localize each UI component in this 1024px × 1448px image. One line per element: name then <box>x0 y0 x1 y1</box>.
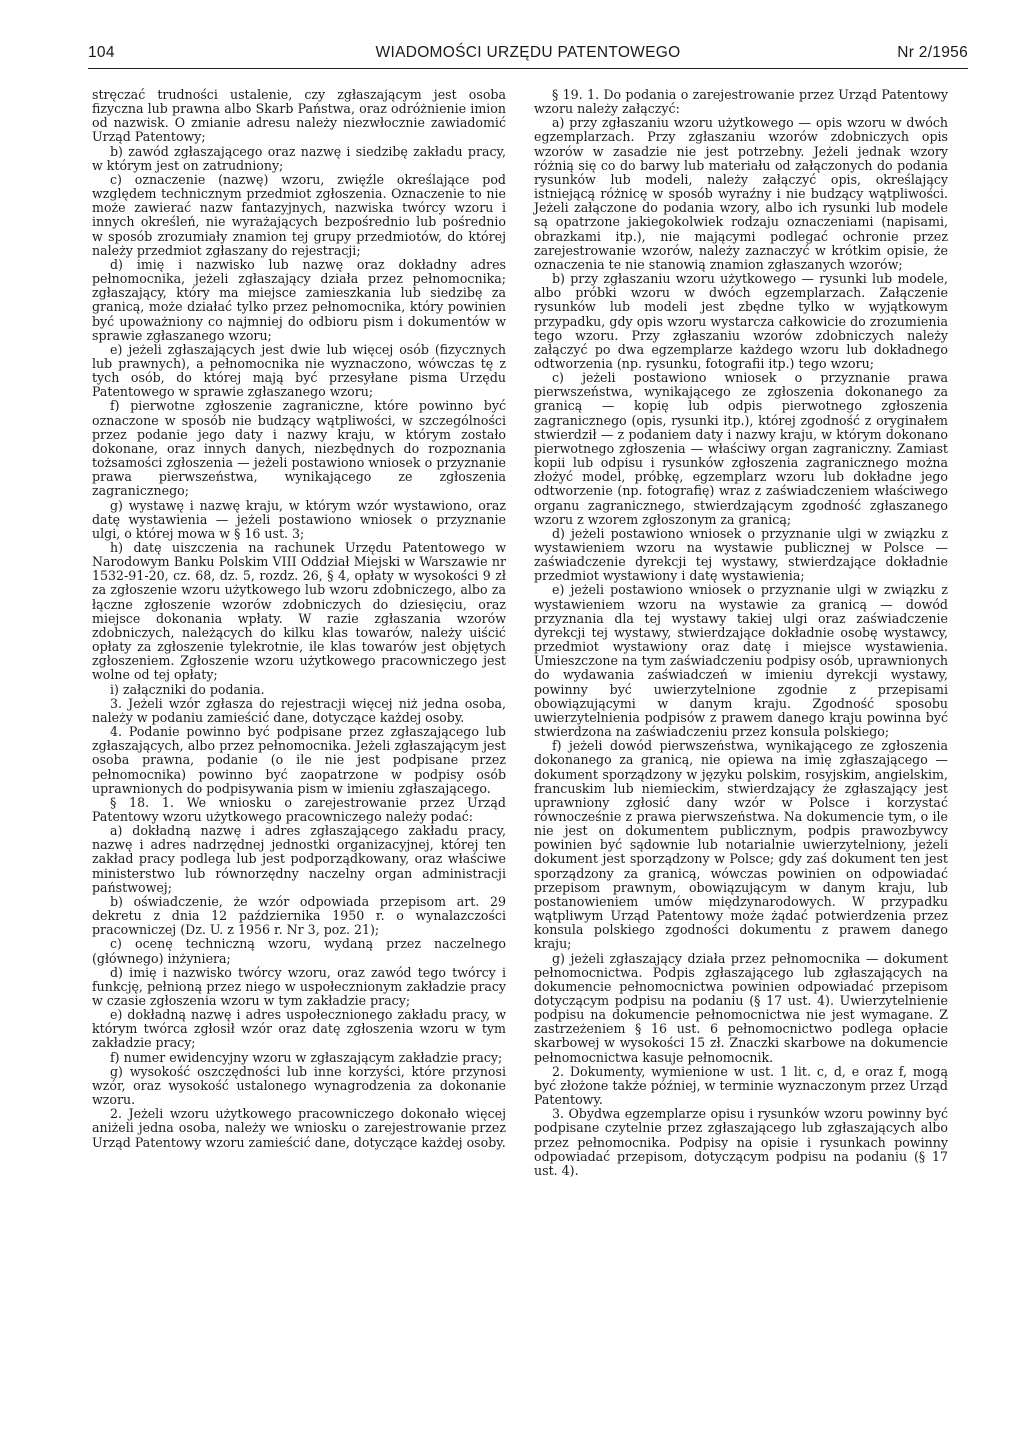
paragraph: i) załączniki do podania. <box>110 681 265 697</box>
paragraph: b) przy zgłaszaniu wzoru użytkowego — rysunki lub modele, albo próbki wzoru w dwóch egzemplarzach. Załączenie rysunków lub modeli jest zbędne tylko w wyjątkowym przypadku, gdy opis wzoru wystarcza całkowicie do zrozumienia tego wzoru. Przy zgłaszaniu wzorów zdobniczych należy załączyć po dwa egzemplarze każdego wzoru lub dokładnego odtworzenia (np. rysunku, fotografii itp.) tego wzoru; <box>534 271 948 371</box>
paragraph: a) dokładną nazwę i adres zgłaszającego zakładu pracy, nazwę i adres nadrzędnej jednostki organizacyjnej, której ten zakład pracy podlega lub jest podporządkowany, oraz właściwe ministerstwo lub równorzędny naczelny organ administracji państwowej; <box>92 823 506 895</box>
paragraph: 4. Podanie powinno być podpisane przez zgłaszającego lub zgłaszających, albo przez pełnomocnika. Jeżeli zgłaszającym jest osoba prawna, podanie (o ile nie jest podpisane przez pełnomocnika) powinno być zaopatrzone w podpisy osób uprawnionych do podpisywania pism w imieniu zgłaszającego. <box>92 724 506 796</box>
paragraph: stręczać trudności ustalenie, czy zgłaszającym jest osoba fizyczna lub prawna albo Skarb Państwa, oraz odróżnienie imion od nazwisk. O zmianie adresu należy niezwłocznie zawiadomić Urząd Patentowy; <box>92 87 506 145</box>
paragraph: b) zawód zgłaszającego oraz nazwę i siedzibę zakładu pracy, w którym jest on zatrudniony; <box>92 143 506 173</box>
issue-number: Nr 2/1956 <box>897 44 968 61</box>
left-column <box>92 88 506 1150</box>
paragraph: d) imię i nazwisko twórcy wzoru, oraz zawód tego twórcy i funkcję, pełnioną przez niego w uspołecznionym zakładzie pracy w czasie zgłoszenia wzoru w tym zakładzie pracy; <box>92 964 506 1008</box>
paragraph: a) przy zgłaszaniu wzoru użytkowego — opis wzoru w dwóch egzemplarzach. Przy zgłaszaniu wzorów zdobniczych opis wzorów w zasadzie nie jest potrzebny. Jeżeli jednak wzory różnią się co do barwy lub materiału od załączonych do podania rysunków lub modeli, należy załączyć opis, określający istniejącą różnicę w sposób wyraźny i nie budzący wątpliwości. Jeżeli załączone do podania wzory, albo ich rysunki lub modele są opatrzone jakiegokolwiek rodzaju oznaczeniami (napisami, obrazkami itp.), nie mającymi podlegać ochronie przez zarejestrowanie wzorów, należy zaznaczyć w krótkim opisie, że oznaczenia te nie stanowią znamion zgłaszanych wzorów; <box>534 115 948 272</box>
paragraph: e) dokładną nazwę i adres uspołecznionego zakładu pracy, w którym twórca zgłosił wzór oraz datę zgłoszenia wzoru w tym zakładzie pracy; <box>92 1007 506 1051</box>
paragraph: d) jeżeli postawiono wniosek o przyznanie ulgi w związku z wystawieniem wzoru na wystawie publicznej w Polsce — zaświadczenie dyrekcji tej wystawy, stwierdzające dokładnie przedmiot wystawiony i datę wystawienia; <box>534 525 948 584</box>
paragraph: b) oświadczenie, że wzór odpowiada przepisom art. 29 dekretu z dnia 12 października 1950 r. o wynalazczości pracowniczej (Dz. U. z 1956 r. Nr 3, poz. 21); <box>92 893 506 938</box>
paragraph: f) numer ewidencyjny wzoru w zgłaszającym zakładzie pracy; <box>110 1049 503 1065</box>
paragraph: e) jeżeli zgłaszających jest dwie lub więcej osób (fizycznych lub prawnych), a pełnomocnika nie wyznaczono, wówczas tę z tych osób, do której mają być przesyłane pisma Urzędu Patentowego w sprawie zgłaszanego wzoru; <box>92 341 506 400</box>
paragraph: g) jeżeli zgłaszający działa przez pełnomocnika — dokument pełnomocnictwa. Podpis zgłaszającego lub zgłaszających na dokumencie pełnomocnictwa powinien odpowiadać przepisom dotyczącym podpisu na podaniu (§ 17 ust. 4). Uwierzytelnienie podpisu na dokumencie pełnomocnictwa nie jest wymagane. Z zastrzeżeniem § 16 ust. 6 pełnomocnictwo podlega opłacie skarbowej w wysokości 15 zł. Znaczki skarbowe na dokumencie pełnomocnictwa kasuje pełnomocnik. <box>534 950 948 1065</box>
paragraph: f) pierwotne zgłoszenie zagraniczne, które powinno być oznaczone w sposób nie budzący wątpliwości, w szczególności przez podanie jego daty i nazwy kraju, w którym zostało dokonane, oraz innych danych, niezbędnych do rozpoznania tożsamości zgłoszenia — jeżeli postawiono wniosek o przyznanie prawa pierwszeństwa, wynikającego ze zgłoszenia zagranicznego; <box>92 398 506 499</box>
paragraph: c) oznaczenie (nazwę) wzoru, zwięźle określające pod względem technicznym przedmiot zgłoszenia. Oznaczenie to nie może zawierać nazw fantazyjnych, nazwiska twórcy wzoru i innych określeń, nie wyrażających bezpośrednio lub pośrednio w sposób zrozumiały znamion tej grupy przedmiotów, do której należy przedmiot zgłaszany do rejestracji; <box>92 171 506 258</box>
paragraph: c) jeżeli postawiono wniosek o przyznanie prawa pierwszeństwa, wynikającego ze zgłoszenia dokonanego za granicą — kopię lub odpis pierwotnego zgłoszenia zagranicznego (opis, rysunki itp.), której zgodność z oryginałem stwierdził — z podaniem daty i nazwy kraju, w którym dokonano pierwotnego zgłoszenia — właściwy organ zagraniczny. Zamiast kopii lub odpisu i rysunków zgłoszenia zagranicznego można złożyć model, próbkę, egzemplarz wzoru lub dokładne jego odtworzenie (np. fotografię) wraz z zaświadczeniem właściwego organu zagranicznego, stwierdzającym zgodność zgłaszanego wzoru z wzorem zgłoszonym za granicą; <box>534 370 948 527</box>
page-number: 104 <box>88 44 115 61</box>
paragraph: 2. Jeżeli wzoru użytkowego pracowniczego dokonało więcej aniżeli jedna osoba, należy we wniosku o zarejestrowanie przez Urząd Patentowy wzoru zamieścić dane, dotyczące każdej osoby. <box>92 1106 506 1150</box>
page-header <box>88 44 968 68</box>
paragraph: 2. Dokumenty, wymienione w ust. 1 lit. c, d, e oraz f, mogą być złożone także później, w terminie wyznaczonym przez Urząd Patentowy. <box>534 1063 948 1108</box>
journal-title: WIADOMOŚCI URZĘDU PATENTOWEGO <box>375 44 681 61</box>
right-column <box>534 88 948 1178</box>
paragraph: 3. Jeżeli wzór zgłasza do rejestracji więcej niż jedna osoba, należy w podaniu zamieścić dane, dotyczące każdej osoby. <box>92 695 506 725</box>
paragraph: h) datę uiszczenia na rachunek Urzędu Patentowego w Narodowym Banku Polskim VIII Oddział Miejski w Warszawie nr 1532-91-20, cz. 68, dz. 5, rozdz. 26, § 4, opłaty w wysokości 9 zł za zgłoszenie wzoru użytkowego lub wzoru zdobniczego, albo za łączne zgłoszenie wzorów zdobniczych do dziesięciu, oraz miejsce dokonania wpłaty. W razie zgłaszania wzorów zdobniczych, należących do kilku klas towarów, należy uiścić opłaty za zgłoszenie tylekrotnie, ile klas towarów jest objętych zgłoszeniem. Zgłoszenie wzoru użytkowego pracowniczego jest wolne od tej opłaty; <box>92 540 506 683</box>
paragraph: 3. Obydwa egzemplarze opisu i rysunków wzoru powinny być podpisane czytelnie przez zgłaszającego lub zgłaszających albo przez pełnomocnika. Podpisy na opisie i rysunkach powinny odpowiadać przepisom, dotyczącym podpisu na podaniu (§ 17 ust. 4). <box>534 1106 948 1178</box>
header-rule <box>88 68 968 69</box>
paragraph: d) imię i nazwisko lub nazwę oraz dokładny adres pełnomocnika, jeżeli zgłaszający działa przez pełnomocnika; zgłaszający, który ma miejsce zamieszkania lub siedzibę za granicą, może działać tylko przez pełnomocnika, który powinien być upoważniony co najmniej do odbioru pism i dokumentów w sprawie zgłaszanego wzoru; <box>92 256 506 343</box>
section-paragraph: § 18. 1. We wniosku o zarejestrowanie przez Urząd Patentowy wzoru użytkowego pracowniczego należy podać: <box>92 794 506 824</box>
section-paragraph: § 19. 1. Do podania o zarejestrowanie przez Urząd Patentowy wzoru należy załączyć: <box>534 87 948 117</box>
paragraph: e) jeżeli postawiono wniosek o przyznanie ulgi w związku z wystawieniem wzoru na wystawie za granicą — dowód przyznania dla tej wystawy takiej ulgi oraz zaświadczenie dyrekcji tej wystawy, stwierdzające dokładnie osobę wystawcy, przedmiot wystawiony oraz datę i miejsce wystawienia. Umieszczone na tym zaświadczeniu podpisy osób, uprawnionych do wydawania zaświadczeń w imieniu dyrekcji wystawy, powinny być uwierzytelnione zgodnie z przepisami obowiązującymi w danym kraju. Zgodność sposobu uwierzytelnienia podpisów z prawem danego kraju powinna być stwierdzona na zaświadczeniu przez konsula polskiego; <box>534 582 948 740</box>
paragraph: g) wysokość oszczędności lub inne korzyści, które przynosi wzór, oraz wysokość ustalonego wynagrodzenia za dokonanie wzoru. <box>92 1063 506 1108</box>
paragraph: g) wystawę i nazwę kraju, w którym wzór wystawiono, oraz datę wystawienia — jeżeli postawiono wniosek o przyznanie ulgi, o której mowa w § 16 ust. 3; <box>92 497 506 541</box>
paragraph: c) ocenę techniczną wzoru, wydaną przez naczelnego (głównego) inżyniera; <box>92 936 506 966</box>
paragraph: f) jeżeli dowód pierwszeństwa, wynikającego ze zgłoszenia dokonanego za granicą, nie opiewa na imię zgłaszającego — dokument sporządzony w języku polskim, rosyjskim, angielskim, francuskim lub niemieckim, stwierdzający że zgłaszający jest uprawniony zgłosić dany wzór w Polsce i korzystać równocześnie z prawa pierwszeństwa. Na dokumencie tym, o ile nie jest on dokumentem publicznym, podpis prawozbywcy powinien być sądownie lub notarialnie uwierzytelniony, jeżeli dokument jest sporządzony w Polsce; gdy zaś dokument ten jest sporządzony za granicą, wówczas powinien on odpowiadać przepisom prawnym, obowiązującym w danym kraju, lub postanowieniem umów międzynarodowych. W przypadku wątpliwym Urząd Patentowy może żądać potwierdzenia przez konsula polskiego zgodności dokumentu z prawem danego kraju; <box>534 738 948 952</box>
